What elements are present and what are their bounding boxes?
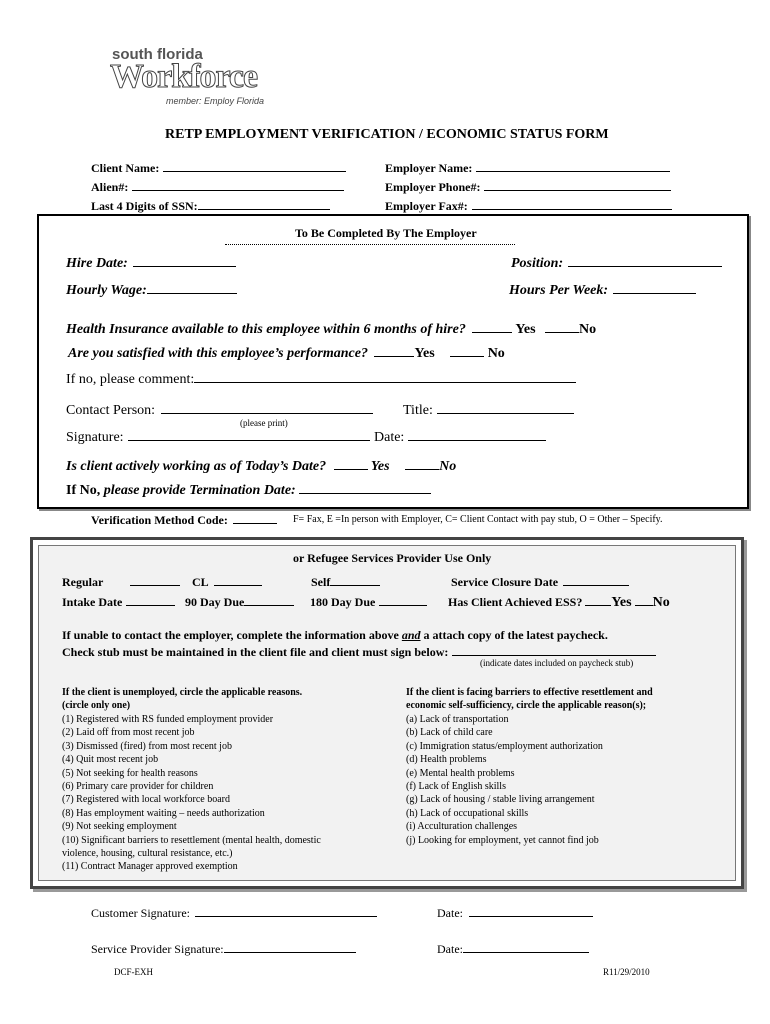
workforce-logo xyxy=(110,46,265,112)
hire-date-label: Hire Date: xyxy=(66,256,128,271)
please-print-note: (please print) xyxy=(240,418,288,428)
employer-name-field[interactable] xyxy=(385,159,670,176)
position-field[interactable] xyxy=(511,254,722,272)
list-item[interactable]: (11) Contract Manager approved exemption xyxy=(62,861,238,873)
ess-no-label: No xyxy=(652,595,670,610)
list-item[interactable]: (5) Not seeking for health reasons xyxy=(62,767,198,779)
performance-no-line[interactable] xyxy=(450,344,484,357)
provider-signature-label: Service Provider Signature: xyxy=(91,942,224,956)
day180-field[interactable] xyxy=(310,593,427,610)
health-no-line[interactable] xyxy=(545,320,579,333)
working-no-line[interactable] xyxy=(405,457,439,470)
list-item[interactable]: (6) Primary care provider for children xyxy=(62,781,214,793)
contact-person-label: Contact Person: xyxy=(66,403,156,418)
alien-label: Alien#: xyxy=(91,180,129,194)
barriers-reasons-list xyxy=(406,713,603,847)
signature-line[interactable] xyxy=(128,428,370,441)
verification-method-field[interactable] xyxy=(91,511,277,528)
indicate-dates-note: (indicate dates included on paycheck stub) xyxy=(480,658,634,668)
customer-signature-field[interactable] xyxy=(91,904,377,921)
list-item[interactable]: (10) Significant barriers to resettlement (mental health, domestic xyxy=(62,834,321,846)
unable-to-contact-note xyxy=(62,628,608,643)
employer-fax-line[interactable] xyxy=(472,197,672,210)
check-stub-line[interactable] xyxy=(452,643,656,656)
unable-note-part1: If unable to contact the employer, complete the information above xyxy=(62,628,399,642)
cl-label: CL xyxy=(192,575,209,589)
signature-field[interactable] xyxy=(66,428,370,446)
regular-field[interactable] xyxy=(62,573,180,590)
list-item[interactable]: (9) Not seeking employment xyxy=(62,821,177,833)
title-line[interactable] xyxy=(437,401,574,414)
customer-date-label: Date: xyxy=(437,906,463,920)
hourly-wage-field[interactable] xyxy=(66,281,237,299)
client-name-field[interactable] xyxy=(91,159,346,176)
list-item[interactable]: (3) Dismissed (fired) from most recent job xyxy=(62,740,232,752)
list-item[interactable]: (c) Immigration status/employment authorization xyxy=(406,740,603,752)
cl-line[interactable] xyxy=(214,573,262,586)
unable-note-and: and xyxy=(401,628,421,642)
closure-date-field[interactable] xyxy=(451,573,629,590)
closure-date-label: Service Closure Date xyxy=(451,575,559,589)
health-yes-line[interactable] xyxy=(472,320,512,333)
comment-label: If no, please comment: xyxy=(66,372,195,387)
list-item[interactable]: (2) Laid off from most recent job xyxy=(62,727,195,739)
self-label: Self xyxy=(311,575,331,589)
list-item[interactable]: (4) Quit most recent job xyxy=(62,754,159,766)
customer-date-line[interactable] xyxy=(469,904,593,917)
regular-label: Regular xyxy=(62,575,104,589)
day180-line[interactable] xyxy=(379,593,427,606)
ess-yes-label: Yes xyxy=(611,595,632,610)
employer-phone-line[interactable] xyxy=(484,178,671,191)
list-item[interactable]: (h) Lack of occupational skills xyxy=(406,807,529,819)
logo-line2: Workforce xyxy=(110,58,258,95)
list-item[interactable]: (i) Acculturation challenges xyxy=(406,821,518,833)
employer-fax-label: Employer Fax#: xyxy=(385,199,468,213)
list-item[interactable]: (d) Health problems xyxy=(406,754,487,766)
day180-label: 180 Day Due xyxy=(310,595,376,609)
working-no-label: No xyxy=(439,459,457,474)
employer-heading-dots xyxy=(225,240,515,245)
title-field[interactable] xyxy=(403,401,574,419)
termination-date-label: please provide Termination Date: xyxy=(103,483,296,498)
client-name-line[interactable] xyxy=(163,159,346,172)
check-stub-label: Check stub must be maintained in the client file and client must sign below: xyxy=(62,645,449,659)
employer-date-field[interactable] xyxy=(374,428,546,446)
contact-person-line[interactable] xyxy=(161,401,373,414)
comment-field[interactable] xyxy=(66,370,576,388)
verification-label: Verification Method Code: xyxy=(91,513,228,527)
provider-signature-line[interactable] xyxy=(224,940,356,953)
working-question-text: Is client actively working as of Today’s Date? xyxy=(66,459,327,474)
employer-date-line[interactable] xyxy=(408,428,546,441)
customer-signature-label: Customer Signature: xyxy=(91,906,190,920)
working-yes-label: Yes xyxy=(370,459,390,474)
ess-question xyxy=(448,593,670,611)
hours-per-week-line[interactable] xyxy=(613,281,696,294)
provider-signature-field[interactable] xyxy=(91,940,356,957)
list-item: violence, housing, cultural resistance, etc.) xyxy=(62,848,233,860)
customer-signature-line[interactable] xyxy=(195,904,377,917)
verification-codes: F= Fax, E =In person with Employer, C= Client Contact with pay stub, O = Other – Specify. xyxy=(293,514,663,525)
ess-yes-line[interactable] xyxy=(585,593,611,606)
contact-person-field[interactable] xyxy=(66,401,373,419)
employer-phone-field[interactable] xyxy=(385,178,671,195)
intake-date-line[interactable] xyxy=(126,593,175,606)
provider-date-line[interactable] xyxy=(463,940,589,953)
ssn-field[interactable] xyxy=(91,197,330,214)
logo-line1: south florida xyxy=(112,46,203,63)
termination-date-field[interactable] xyxy=(66,481,431,499)
performance-no-label: No xyxy=(487,346,505,361)
unable-note-part2: a attach copy of the latest paycheck. xyxy=(423,628,608,642)
client-name-label: Client Name: xyxy=(91,161,160,175)
cl-field[interactable] xyxy=(192,573,262,590)
health-insurance-question xyxy=(66,320,596,338)
provider-date-field[interactable] xyxy=(437,940,589,957)
employer-heading: To Be Completed By The Employer xyxy=(295,226,477,240)
ssn-line[interactable] xyxy=(198,197,330,210)
form-title: RETP EMPLOYMENT VERIFICATION / ECONOMIC STATUS FORM xyxy=(165,127,609,142)
alien-line[interactable] xyxy=(132,178,344,191)
signature-label: Signature: xyxy=(66,430,124,445)
unemployed-reasons-list xyxy=(62,713,321,874)
list-item[interactable]: (1) Registered with RS funded employment provider xyxy=(62,714,274,725)
health-yes-label: Yes xyxy=(515,322,536,337)
alien-field[interactable] xyxy=(91,178,344,195)
provider-date-label: Date: xyxy=(437,942,463,956)
employer-fax-field[interactable] xyxy=(385,197,672,214)
day90-field[interactable] xyxy=(185,593,294,610)
performance-yes-line[interactable] xyxy=(374,344,414,357)
verification-line[interactable] xyxy=(233,511,277,524)
logo-line3: member: Employ Florida xyxy=(166,96,265,106)
employer-date-label: Date: xyxy=(374,430,405,445)
list-item[interactable]: (8) Has employment waiting – needs authorization xyxy=(62,807,265,819)
working-question xyxy=(66,457,456,475)
hours-per-week-field[interactable] xyxy=(509,281,696,299)
employer-name-line[interactable] xyxy=(476,159,670,172)
hire-date-field[interactable] xyxy=(66,254,236,272)
hourly-wage-label: Hourly Wage: xyxy=(66,283,147,298)
revision-date: R11/29/2010 xyxy=(603,967,650,977)
employer-phone-label: Employer Phone#: xyxy=(385,180,481,194)
regular-line[interactable] xyxy=(130,573,180,586)
list-item[interactable]: (j) Looking for employment, yet cannot find job xyxy=(406,834,599,846)
provider-heading: or Refugee Services Provider Use Only xyxy=(293,551,492,565)
hours-per-week-label: Hours Per Week: xyxy=(509,283,609,298)
ess-question-text: Has Client Achieved ESS? xyxy=(448,595,583,609)
employer-name-label: Employer Name: xyxy=(385,161,473,175)
position-line[interactable] xyxy=(568,254,722,267)
self-field[interactable] xyxy=(311,573,380,590)
working-yes-line[interactable] xyxy=(334,457,368,470)
day90-line[interactable] xyxy=(244,593,294,606)
performance-yes-label: Yes xyxy=(414,346,435,361)
health-question-text: Health Insurance available to this employee within 6 months of hire? xyxy=(66,322,466,337)
closure-date-line[interactable] xyxy=(563,573,629,586)
barriers-heading: If the client is facing barriers to effective resettlement and xyxy=(406,687,653,698)
performance-question-text: Are you satisfied with this employee’s performance? xyxy=(68,346,368,361)
if-no-label: If No, xyxy=(66,483,101,498)
performance-question xyxy=(68,344,505,362)
ssn-label: Last 4 Digits of SSN: xyxy=(91,199,198,213)
barriers-subheading: economic self-sufficiency, circle the applicable reason(s); xyxy=(406,700,647,711)
list-item[interactable]: (f) Lack of English skills xyxy=(406,781,506,793)
list-item[interactable]: (e) Mental health problems xyxy=(406,767,515,779)
ess-no-line[interactable] xyxy=(635,593,653,606)
intake-date-label: Intake Date xyxy=(62,595,123,609)
list-item[interactable]: (b) Lack of child care xyxy=(406,727,493,739)
form-code: DCF-EXH xyxy=(114,967,154,977)
title-label: Title: xyxy=(403,403,433,418)
unemployed-subheading: (circle only one) xyxy=(62,700,131,711)
list-item[interactable]: (7) Registered with local workforce board xyxy=(62,794,230,806)
unemployed-heading: If the client is unemployed, circle the applicable reasons. xyxy=(62,687,303,698)
customer-date-field[interactable] xyxy=(437,904,593,921)
hire-date-line[interactable] xyxy=(133,254,236,267)
list-item[interactable]: (g) Lack of housing / stable living arrangement xyxy=(406,794,595,806)
self-line[interactable] xyxy=(330,573,380,586)
list-item[interactable]: (a) Lack of transportation xyxy=(406,714,509,725)
hourly-wage-line[interactable] xyxy=(147,281,237,294)
comment-line[interactable] xyxy=(194,370,576,383)
position-label: Position: xyxy=(511,256,564,271)
day90-label: 90 Day Due xyxy=(185,595,245,609)
health-no-label: No xyxy=(579,322,597,337)
termination-date-line[interactable] xyxy=(299,481,431,494)
intake-date-field[interactable] xyxy=(62,593,175,610)
